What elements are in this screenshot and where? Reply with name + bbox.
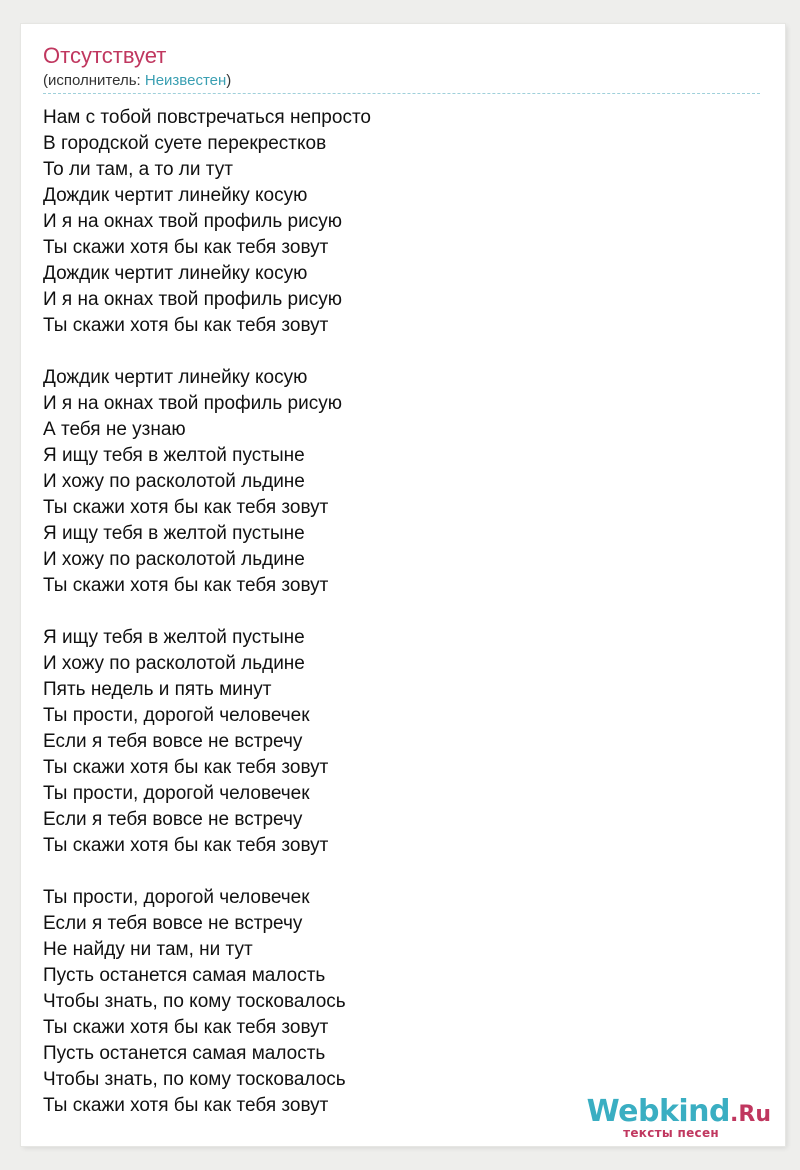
logo-tagline: тексты песен	[623, 1126, 719, 1140]
lyric-line: Ты скажи хотя бы как тебя зовут	[43, 1095, 329, 1116]
lyric-line: Я ищу тебя в желтой пустыне	[43, 627, 305, 648]
lyric-line: Если я тебя вовсе не встречу	[43, 809, 303, 830]
lyric-line: И хожу по расколотой льдине	[43, 471, 305, 492]
lyrics-card	[21, 24, 785, 1146]
logo-tld: .Ru	[730, 1102, 771, 1127]
lyric-line: Ты скажи хотя бы как тебя зовут	[43, 575, 329, 596]
artist-link[interactable]: Неизвестен	[144, 72, 227, 89]
lyric-line: Ты скажи хотя бы как тебя зовут	[43, 835, 329, 856]
lyric-line: Если я тебя вовсе не встречу	[43, 731, 303, 752]
lyric-line: Если я тебя вовсе не встречу	[43, 913, 303, 934]
stanza	[43, 365, 743, 599]
lyric-line: То ли там, а то ли тут	[43, 159, 233, 180]
webkind-logo[interactable]	[571, 1094, 771, 1140]
lyric-line: Ты прости, дорогой человечек	[43, 887, 310, 908]
stanza	[43, 105, 743, 339]
lyric-line: И я на окнах твой профиль рисую	[43, 289, 342, 310]
lyric-line: Пусть останется самая малость	[43, 965, 326, 986]
lyric-line: А тебя не узнаю	[43, 419, 186, 440]
stanza	[43, 625, 743, 859]
lyric-line: Ты скажи хотя бы как тебя зовут	[43, 1017, 329, 1038]
lyric-line: Не найду ни там, ни тут	[43, 939, 253, 960]
lyric-line: Дождик чертит линейку косую	[43, 367, 308, 388]
lyric-line: Ты прости, дорогой человечек	[43, 783, 310, 804]
byline-suffix: )	[226, 72, 232, 89]
artist-byline	[43, 72, 231, 90]
lyric-line: И хожу по расколотой льдине	[43, 549, 305, 570]
lyric-line: Ты прости, дорогой человечек	[43, 705, 310, 726]
lyric-line: И я на окнах твой профиль рисую	[43, 211, 342, 232]
lyric-line: В городской суете перекрестков	[43, 133, 327, 154]
lyric-line: Пять недель и пять минут	[43, 679, 272, 700]
lyrics-body	[43, 105, 743, 1145]
lyric-line: Пусть останется самая малость	[43, 1043, 326, 1064]
lyric-line: Дождик чертит линейку косую	[43, 263, 308, 284]
dashed-divider	[43, 93, 760, 94]
lyric-line: Я ищу тебя в желтой пустыне	[43, 523, 305, 544]
lyric-line: Чтобы знать, по кому тосковалось	[43, 991, 346, 1012]
lyric-line: Дождик чертит линейку косую	[43, 185, 308, 206]
lyric-line: И хожу по расколотой льдине	[43, 653, 305, 674]
lyric-line: И я на окнах твой профиль рисую	[43, 393, 342, 414]
lyric-line: Я ищу тебя в желтой пустыне	[43, 445, 305, 466]
lyric-line: Ты скажи хотя бы как тебя зовут	[43, 315, 329, 336]
lyric-line: Ты скажи хотя бы как тебя зовут	[43, 497, 329, 518]
byline-prefix: (исполнитель:	[43, 72, 145, 89]
song-title: Отсутствует	[43, 43, 167, 68]
lyric-line: Ты скажи хотя бы как тебя зовут	[43, 237, 329, 258]
lyric-line: Ты скажи хотя бы как тебя зовут	[43, 757, 329, 778]
stanza	[43, 885, 743, 1119]
lyric-line: Чтобы знать, по кому тосковалось	[43, 1069, 346, 1090]
lyric-line: Нам с тобой повстречаться непросто	[43, 107, 372, 128]
logo-name: Webkind	[586, 1094, 731, 1129]
